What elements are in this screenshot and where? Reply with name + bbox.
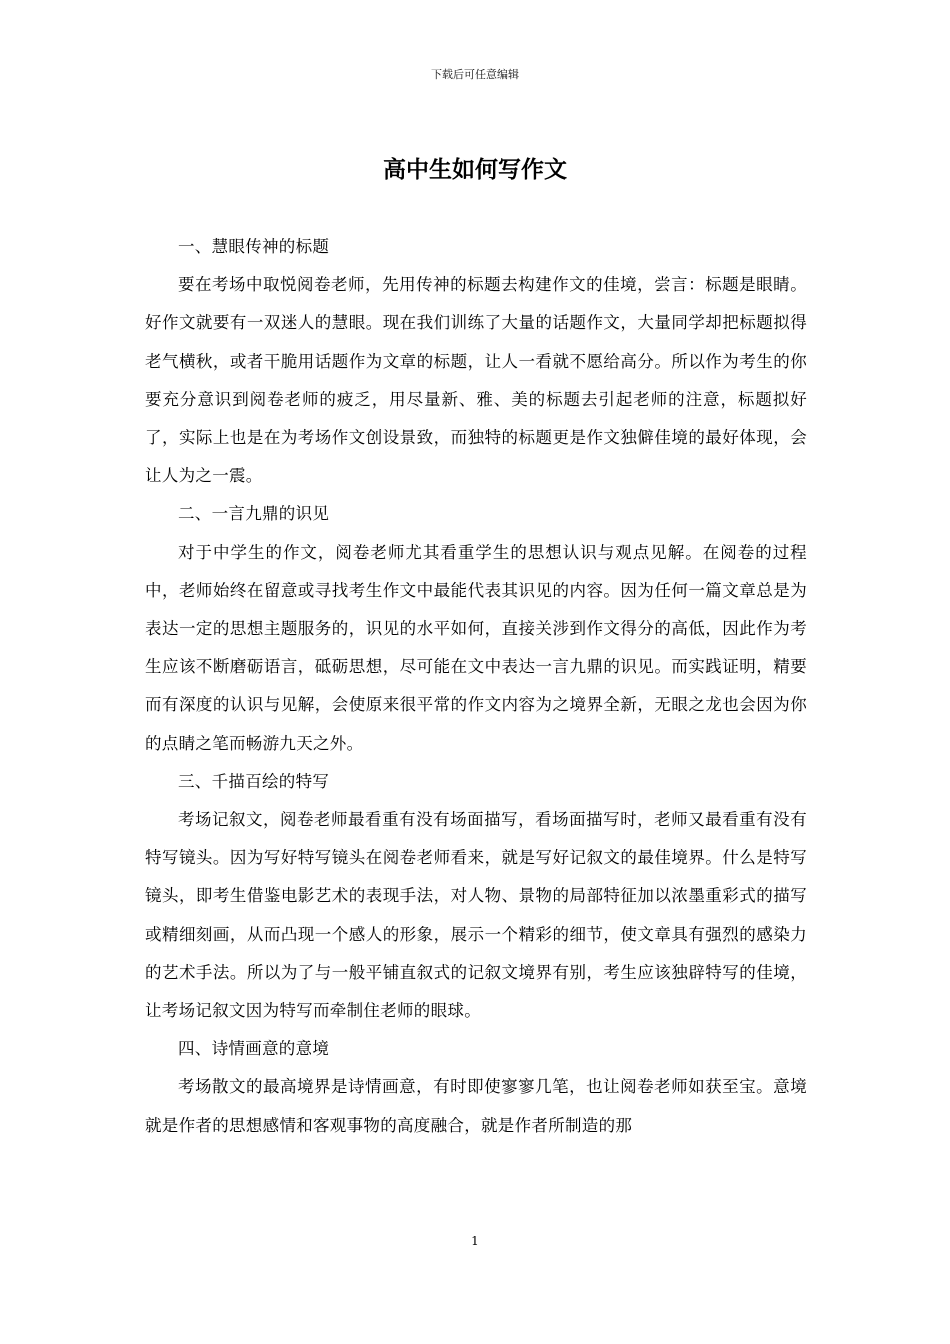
section-heading-1: 一、慧眼传神的标题 [178,237,330,256]
document-title: 高中生如何写作文 [383,156,567,183]
document-body [145,228,807,1145]
section-heading-2: 二、一言九鼎的识见 [178,504,330,524]
paragraph: 对于中学生的作文，阅卷老师尤其看重学生的思想认识与观点见解。在阅卷的过程中，老师始终在留意或寻找考生作文中最能代表其识见的内容。因为任何一篇文章总是为表达一定的思想主题服务的，识见的水平如何，直接关涉到作文得分的高低，因此作为考生应该不断磨砺语言，砥砺思想，尽可能在文中表达一言九鼎的识见。而实践证明，精要而有深度的认识与见解，会使原来很平常的作文内容为之境界全新，无眼之龙也会因为你的点睛之笔而畅游九天之外。 [145,542,807,753]
page-number: 1 [471,1234,479,1248]
section-heading-4: 四、诗情画意的意境 [178,1039,330,1059]
page-header: 下载后可任意编辑 [431,68,519,81]
paragraph: 要在考场中取悦阅卷老师，先用传神的标题去构建作文的佳境，尝言：标题是眼睛。好作文就要有一双迷人的慧眼。现在我们训练了大量的话题作文，大量同学却把标题拟得老气横秋，或者干脆用话题作为文章的标题，让人一看就不愿给高分。所以作为考生的你要充分意识到阅卷老师的疲乏，用尽量新、雅、美的标题去引起老师的注意，标题拟好了，实际上也是在为考场作文创设景致，而独特的标题更是作文独僻佳境的最好体现，会让人为之一震。 [145,275,807,486]
paragraph: 考场散文的最高境界是诗情画意，有时即使寥寥几笔，也让阅卷老师如获至宝。意境就是作者的思想感情和客观事物的高度融合，就是作者所制造的那 [145,1077,807,1135]
section-heading-3: 三、千描百绘的特写 [178,771,330,791]
paragraph: 考场记叙文，阅卷老师最看重有没有场面描写，看场面描写时，老师又最看重有没有特写镜头。因为写好特写镜头在阅卷老师看来，就是写好记叙文的最佳境界。什么是特写镜头，即考生借鉴电影艺术的表现手法，对人物、景物的局部特征加以浓墨重彩式的描写或精细刻画，从而凸现一个感人的形象，展示一个精彩的细节，使文章具有强烈的感染力的艺术手法。所以为了与一般平铺直叙式的记叙文境界有别，考生应该独辟特写的佳境，让考场记叙文因为特写而牵制住老师的眼球。 [145,810,807,1021]
